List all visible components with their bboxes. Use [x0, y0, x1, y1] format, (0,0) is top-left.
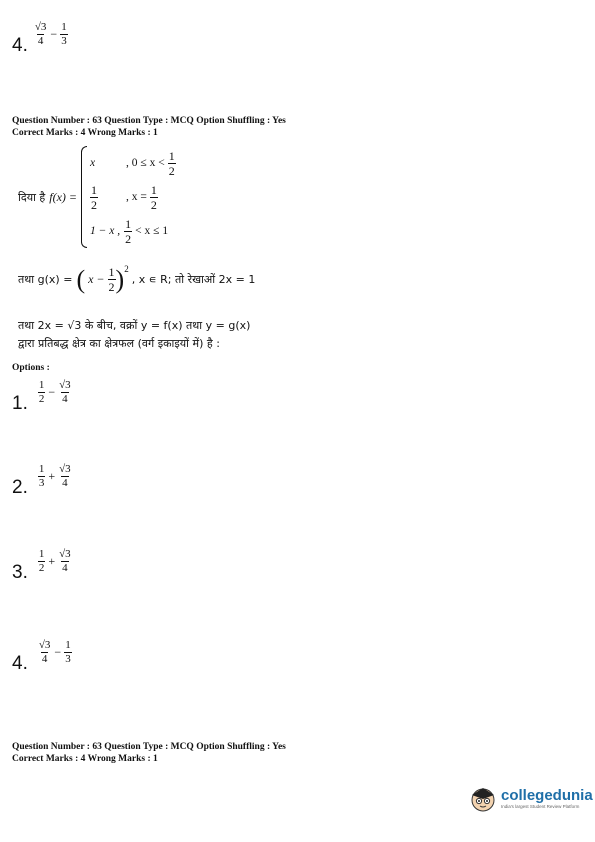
option-3[interactable]: 3. $\frac{1}{2}$ + $\frac{√3}{4}$ — [12, 548, 71, 583]
cases-brace — [81, 146, 176, 248]
g-function-line: तथा g(x) = ( x − $\frac{1}{2}$ ) $^2$ , x ∊ R; तो रेखाओं 2x = 1 — [18, 263, 256, 294]
left-brace — [81, 146, 87, 248]
case-row: 1 − x , $\frac{1}{2}$ < x ≤ 1 — [90, 216, 169, 246]
fraction-a: $\frac{√3}{4}$ — [34, 21, 47, 47]
close-paren: ) — [115, 264, 125, 294]
option-number: 4. — [12, 653, 28, 674]
mascot-icon — [468, 783, 498, 813]
fraction-b: $\frac{1}{3}$ — [61, 21, 67, 47]
piecewise-function: दिया है f(x) = x , 0 ≤ x < $\frac{1}{2}$ $\frac{1}{2}$ , x = $\frac{1}{2}$ 1 − x , $\frac{1}{2}$ < x ≤ 1 — [18, 146, 176, 248]
options-label: Options : — [12, 363, 50, 373]
option-number: 4. — [12, 35, 28, 56]
option-4[interactable]: 4. $\frac{√3}{4}$ − $\frac{1}{3}$ — [12, 639, 71, 674]
option-1[interactable]: 1. $\frac{1}{2}$ − $\frac{√3}{4}$ — [12, 379, 71, 414]
previous-question-option-4: 4. $\frac{√3}{4}$ − $\frac{1}{3}$ — [12, 21, 67, 56]
logo-wordmark: collegedunia — [501, 787, 593, 804]
question-text-line-4: द्वारा प्रतिबद्ध क्षेत्र का क्षेत्रफल (वर्ग इकाइयों में) है : — [18, 337, 220, 350]
open-paren: ( — [76, 264, 86, 294]
question-text-line-3: तथा 2x = √3 के बीच, वक्रों y = f(x) तथा y = g(x) — [18, 319, 251, 332]
option-2[interactable]: 2. $\frac{1}{3}$ + $\frac{√3}{4}$ — [12, 463, 71, 498]
option-number: 3. — [12, 562, 28, 583]
question-meta: Question Number : 63 Question Type : MCQ Option Shuffling : Yes Correct Marks : 4 Wrong Marks : 1 — [12, 116, 286, 138]
next-question-meta: Question Number : 63 Question Type : MCQ Option Shuffling : Yes Correct Marks : 4 Wrong Marks : 1 — [12, 742, 286, 764]
option-number: 1. — [12, 393, 28, 414]
option-number: 2. — [12, 477, 28, 498]
logo-tagline: India's largest Student Review Platform — [501, 804, 580, 809]
case-row: $\frac{1}{2}$ , x = $\frac{1}{2}$ — [91, 182, 157, 212]
case-row: x , 0 ≤ x < $\frac{1}{2}$ — [90, 148, 175, 178]
collegedunia-logo — [468, 783, 593, 813]
